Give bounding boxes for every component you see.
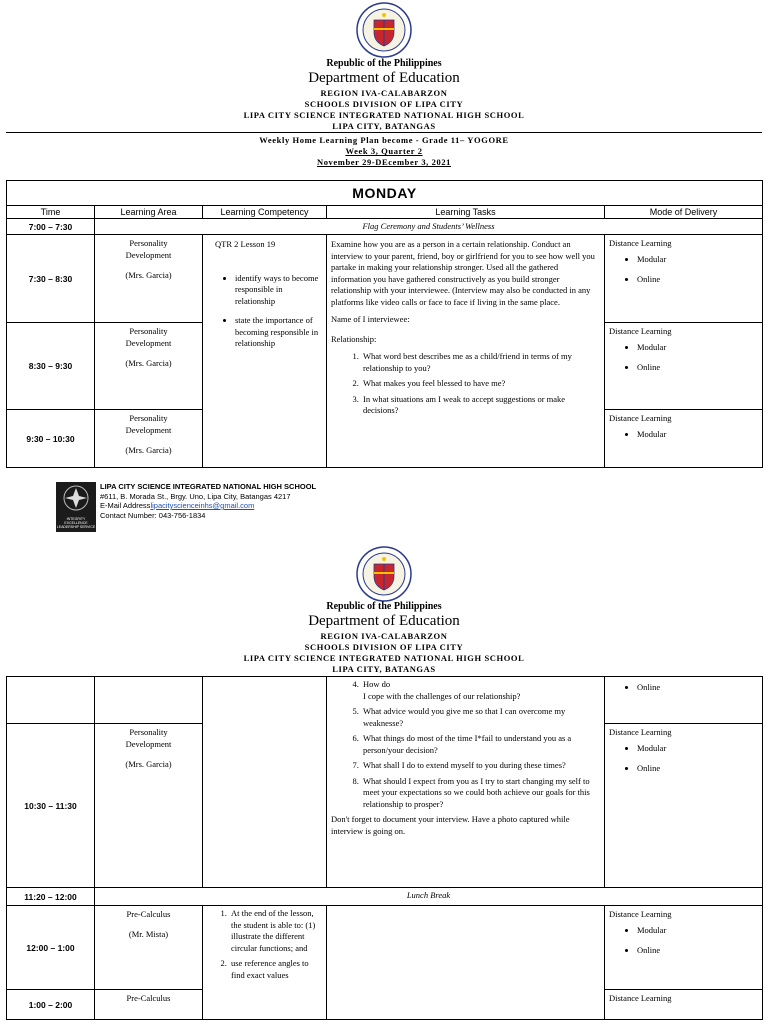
col-time: Time	[7, 206, 95, 219]
learning-tasks-cell	[327, 906, 605, 1020]
school-footer	[56, 482, 356, 532]
school-logo	[56, 482, 96, 532]
table-row	[7, 235, 763, 323]
learning-area-cell	[95, 906, 203, 990]
mode-list	[609, 681, 758, 693]
competency-list	[207, 908, 322, 981]
list-item: 7. What shall I do to extend myself to you during these times?	[361, 760, 600, 772]
mode-cell	[605, 235, 763, 323]
teacher-name: (Mrs. Garcia)	[125, 445, 172, 455]
division-title: SCHOOLS DIVISION OF LIPA CITY	[304, 642, 464, 652]
col-learning-competency: Learning Competency	[203, 206, 327, 219]
learning-area-cell	[95, 724, 203, 888]
list-item: 1. What word best describes me as a child/friend in terms of my relationship to you?	[361, 351, 600, 374]
teacher-name: (Mrs. Garcia)	[125, 358, 172, 368]
subject-line: Pre-Calculus	[126, 909, 171, 919]
time-cell: 9:30 – 10:30	[7, 410, 95, 468]
schedule-table-page-1	[6, 180, 763, 468]
list-item: 2. use reference angles to find exact values	[229, 958, 322, 981]
date-range: November 29-DEcember 3, 2021	[316, 157, 452, 167]
list-item: 6. What things do most of the time I*fail to understand you as a person/your decision?	[361, 733, 600, 756]
mode-cell	[605, 990, 763, 1020]
list-item: • Modular	[637, 924, 758, 936]
republic-title: Republic of the Philippines	[326, 601, 442, 612]
city-title: LIPA CITY, BATANGAS	[332, 121, 436, 131]
mode-label: Distance Learning	[609, 993, 672, 1003]
mode-label: Distance Learning	[609, 326, 672, 336]
subject-line: Personality	[129, 727, 168, 737]
time-cell: 7:00 – 7:30	[7, 219, 95, 235]
task-relationship-field: Relationship:	[331, 333, 377, 344]
mode-cell	[605, 677, 763, 724]
list-item: • Modular	[637, 253, 758, 265]
mode-cell	[605, 323, 763, 410]
col-learning-tasks: Learning Tasks	[327, 206, 605, 219]
header-divider	[6, 132, 762, 133]
learning-area-cell	[95, 235, 203, 323]
time-cell: 8:30 – 9:30	[7, 323, 95, 410]
list-item: 8. What should I expect from you as I try to start changing my self to meet your expectations so we could both achieve our goals for this relationship to prosper?	[361, 776, 600, 811]
division-title: SCHOOLS DIVISION OF LIPA CITY	[304, 99, 464, 109]
school-title: LIPA CITY SCIENCE INTEGRATED NATIONAL HIGH SCHOOL	[243, 653, 525, 663]
list-item: 2. What makes you feel blessed to have me?	[361, 378, 600, 390]
subject-line: Development	[125, 425, 172, 435]
list-item: • Online	[637, 681, 758, 693]
list-item: 1. At the end of the lesson, the student is able to: (1) illustrate the different circular functions; and	[229, 908, 322, 954]
subject-line: Development	[125, 338, 172, 348]
deped-seal-icon	[356, 2, 412, 58]
school-logo-icon	[56, 482, 96, 516]
region-title: REGION IVA-CALABARZON	[320, 631, 448, 641]
deped-seal-icon	[356, 546, 412, 602]
email-link[interactable]: lipacityscienceinhs@gmail.com	[150, 501, 255, 510]
footer-text	[100, 482, 316, 520]
school-title: LIPA CITY SCIENCE INTEGRATED NATIONAL HIGH SCHOOL	[243, 110, 525, 120]
task-intro: Examine how you are as a person in a certain relationship. Conduct an interview to your parent, friend, boy or girlfriend for you to see how well you partake in making your relationship stronger. Used all the gathered information you have gathered constructively as you build stronger relationship with your interviewee. (Interview may also be conducted in any platforms like video calls or face to face if living in the same place.	[331, 239, 595, 307]
learning-competency-cell	[203, 677, 327, 888]
question-list	[331, 679, 600, 810]
mode-label: Distance Learning	[609, 909, 672, 919]
list-item: • Modular	[637, 428, 758, 440]
learning-area-cell	[95, 323, 203, 410]
email-label: E-Mail Address	[100, 501, 151, 510]
subject-line: Pre-Calculus	[126, 993, 171, 1003]
schedule-table-page-2	[6, 676, 763, 1020]
table-row	[7, 906, 763, 990]
subject-line: Personality	[129, 326, 168, 336]
time-cell	[7, 677, 95, 724]
learning-tasks-cell	[327, 677, 605, 888]
mode-list	[609, 742, 758, 774]
mode-list	[609, 253, 758, 285]
subject-line: Personality	[129, 238, 168, 248]
question-list	[331, 351, 600, 417]
lesson-label: QTR 2 Lesson 19	[215, 239, 276, 249]
list-item: 3. In what situations am I weak to accept suggestions or make decisions?	[361, 394, 600, 417]
list-item: • Online	[637, 273, 758, 285]
subject-line: Development	[125, 250, 172, 260]
list-item: 5. What advice would you give me so that I can overcome my weaknesse?	[361, 706, 600, 729]
logo-text: INTEGRITY EXCELLENCE LEADERSHIP SERVICE	[56, 517, 96, 529]
time-cell: 10:30 – 11:30	[7, 724, 95, 888]
teacher-name: (Mrs. Garcia)	[125, 270, 172, 280]
department-title: Department of Education	[308, 70, 460, 86]
table-row	[7, 888, 763, 906]
mode-cell	[605, 724, 763, 888]
column-header-row	[7, 206, 763, 219]
footer-contact: Contact Number: 043-756-1834	[100, 510, 206, 520]
teacher-name: (Mrs. Garcia)	[125, 759, 172, 769]
list-item: • Online	[637, 762, 758, 774]
teacher-name: (Mr. Mista)	[128, 929, 169, 939]
subject-line: Development	[125, 739, 172, 749]
task-closing: Don't forget to document your interview. Have a photo captured while interview is going on.	[331, 814, 570, 836]
learning-tasks-cell	[327, 235, 605, 468]
col-learning-area: Learning Area	[95, 206, 203, 219]
learning-area-cell	[95, 677, 203, 724]
footer-school: LIPA CITY SCIENCE INTEGRATED NATIONAL HIGH SCHOOL	[100, 482, 317, 491]
table-row	[7, 219, 763, 235]
mode-list	[609, 428, 758, 440]
time-cell: 1:00 – 2:00	[7, 990, 95, 1020]
subject-line: Personality	[129, 413, 168, 423]
learning-area-cell	[95, 990, 203, 1020]
col-mode-of-delivery: Mode of Delivery	[605, 206, 763, 219]
list-item: • Modular	[637, 341, 758, 353]
competency-list	[207, 273, 322, 350]
department-title: Department of Education	[308, 613, 460, 629]
plan-title: Weekly Home Learning Plan become - Grade 11– YOGORE	[259, 135, 509, 145]
city-title: LIPA CITY, BATANGAS	[332, 664, 436, 674]
learning-area-cell	[95, 410, 203, 468]
mode-cell	[605, 906, 763, 990]
learning-competency-cell	[203, 235, 327, 468]
day-heading: MONDAY	[7, 181, 763, 206]
republic-title: Republic of the Philippines	[326, 58, 442, 69]
list-item: • state the importance of becoming responsible in relationship	[235, 315, 322, 350]
list-item: • Online	[637, 361, 758, 373]
footer-address: #611, B. Morada St., Brgy. Uno, Lipa City, Batangas 4217	[100, 491, 291, 501]
task-name-field: Name of I interviewee:	[331, 314, 410, 324]
time-cell: 11:20 – 12:00	[7, 888, 95, 906]
list-item: • Online	[637, 944, 758, 956]
learning-competency-cell	[203, 906, 327, 1020]
mode-cell	[605, 410, 763, 468]
time-cell: 12:00 – 1:00	[7, 906, 95, 990]
footer-email-line	[100, 501, 316, 511]
list-item: 4. How do I cope with the challenges of our relationship?	[361, 679, 600, 702]
mode-label: Distance Learning	[609, 413, 672, 423]
mode-list	[609, 924, 758, 956]
flag-ceremony-cell: Flag Ceremony and Students’ Wellness	[95, 219, 763, 235]
mode-label: Distance Learning	[609, 727, 672, 737]
lunch-break-cell: Lunch Break	[95, 888, 763, 906]
list-item: • identify ways to become responsible in relationship	[235, 273, 322, 308]
time-cell: 7:30 – 8:30	[7, 235, 95, 323]
mode-label: Distance Learning	[609, 238, 672, 248]
week-title: Week 3, Quarter 2	[345, 146, 423, 156]
region-title: REGION IVA-CALABARZON	[320, 88, 448, 98]
mode-list	[609, 341, 758, 373]
table-row	[7, 677, 763, 724]
list-item: • Modular	[637, 742, 758, 754]
